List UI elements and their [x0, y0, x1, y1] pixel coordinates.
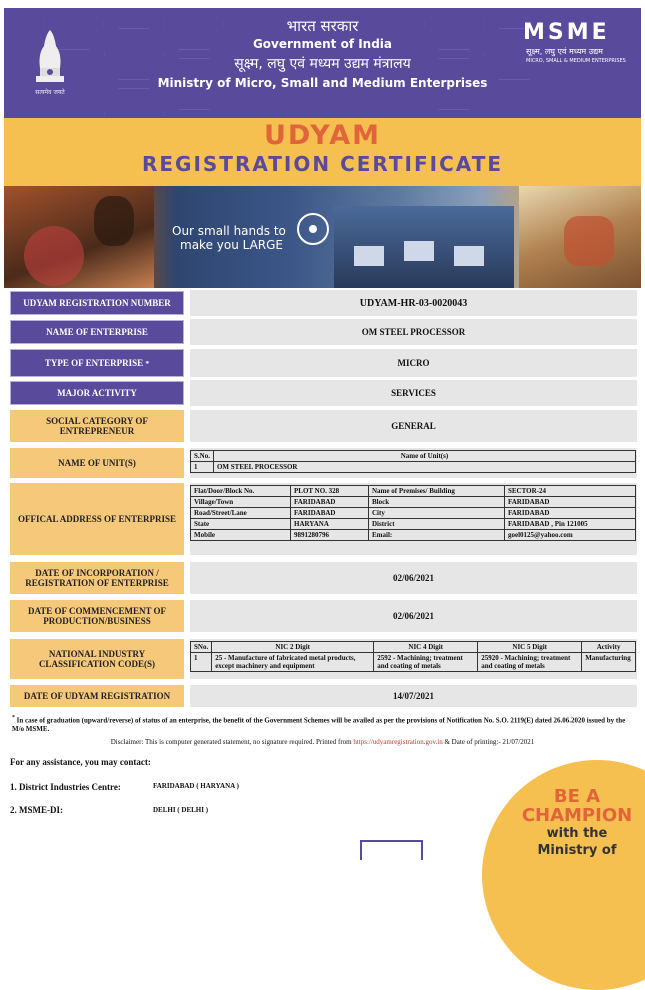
table-row: [191, 653, 636, 672]
dic-label: 1. District Industries Centre:: [10, 782, 121, 792]
tagline-line-1: Our small hands to: [172, 224, 286, 238]
dic-value: FARIDABAD ( HARYANA ): [153, 782, 239, 790]
certificate-title: REGISTRATION CERTIFICATE: [141, 152, 504, 176]
address-table: [190, 485, 636, 541]
table-row: [191, 508, 636, 519]
nic-header: SNo.: [191, 642, 212, 653]
table-row: [191, 519, 636, 530]
nic-header-row: [191, 642, 636, 653]
nic-header: NIC 5 Digit: [478, 642, 582, 653]
tagline-line-2: make you LARGE: [180, 238, 284, 252]
units-header-sno: S.No.: [191, 451, 214, 462]
address-key: State: [191, 519, 291, 530]
social-category-value: GENERAL: [190, 410, 637, 442]
udyam-title: UDYAM: [263, 120, 382, 151]
nic-5-digit: 25920 - Machining; treatment and coating of metals: [478, 653, 582, 672]
gov-title: Government of India: [252, 37, 393, 51]
udyam-portal-link[interactable]: https://udyamregistration.gov.in: [353, 738, 443, 746]
reg-no-label: UDYAM REGISTRATION NUMBER: [10, 291, 184, 315]
unit-name-label: NAME OF UNIT(S): [10, 448, 184, 478]
address-value: 9891280796: [291, 530, 369, 541]
nic-code-label: NATIONAL INDUSTRY CLASSIFICATION CODE(S): [10, 639, 184, 679]
table-row: [191, 497, 636, 508]
emblem-caption: सत्यमेव जयते: [35, 89, 65, 96]
address-value: FARIDABAD: [505, 508, 636, 519]
address-value: PLOT NO. 328: [291, 486, 369, 497]
address-value: HARYANA: [291, 519, 369, 530]
table-row: [191, 486, 636, 497]
ministry-title: Ministry of Micro, Small and Medium Enterprises: [157, 76, 488, 90]
disclaimer-suffix: & Date of printing:- 21/07/2021: [442, 738, 535, 746]
address-key: Flat/Door/Block No.: [191, 486, 291, 497]
address-key: District: [369, 519, 505, 530]
address-label: OFFICAL ADDRESS OF ENTERPRISE: [10, 483, 184, 555]
nic-header: Activity: [582, 642, 636, 653]
address-email: goel0125@yahoo.com: [505, 530, 636, 541]
enterprise-type-label-text: TYPE OF ENTERPRISE: [44, 358, 144, 368]
champion-line-3: with the: [546, 826, 608, 841]
assistance-heading: For any assistance, you may contact:: [10, 757, 151, 767]
nic-sno: 1: [191, 653, 212, 672]
nic-table: [190, 641, 636, 672]
social-category-label: SOCIAL CATEGORY OF ENTREPRENEUR: [10, 410, 184, 442]
address-key: Village/Town: [191, 497, 291, 508]
address-value: FARIDABAD: [291, 497, 369, 508]
msme-logo-hindi: सूक्ष्म, लघु एवं मध्यम उद्यम: [526, 47, 603, 56]
enterprise-type-mark: *: [145, 358, 150, 368]
udyam-date-label: DATE OF UDYAM REGISTRATION: [10, 685, 184, 707]
table-row: [191, 462, 636, 473]
address-key: Block: [369, 497, 505, 508]
ministry-hindi: सूक्ष्म, लघु एवं मध्यम उद्यम मंत्रालय: [234, 56, 411, 72]
address-value: SECTOR-24: [505, 486, 636, 497]
msme-di-label: 2. MSME-DI:: [10, 805, 63, 815]
champion-line-2: CHAMPION: [521, 805, 633, 826]
champion-line-4: Ministry of: [537, 843, 617, 858]
major-activity-value: SERVICES: [190, 380, 637, 406]
unit-name: OM STEEL PROCESSOR: [213, 462, 635, 473]
qr-code-frame: [360, 840, 423, 860]
major-activity-label: MAJOR ACTIVITY: [10, 381, 184, 405]
graduation-note: [12, 714, 637, 734]
unit-sno: 1: [191, 462, 214, 473]
address-key: City: [369, 508, 505, 519]
units-table: [190, 450, 636, 473]
incorporation-date-label: DATE OF INCORPORATION / REGISTRATION OF ENTERPRISE: [10, 562, 184, 594]
commencement-date-value: 02/06/2021: [190, 600, 637, 632]
enterprise-type-label: [10, 349, 184, 377]
champion-line-1: BE A: [553, 786, 601, 807]
address-key: Mobile: [191, 530, 291, 541]
nic-header: NIC 2 Digit: [212, 642, 374, 653]
enterprise-name-label: NAME OF ENTERPRISE: [10, 320, 184, 344]
units-header-row: [191, 451, 636, 462]
address-key: Road/Street/Lane: [191, 508, 291, 519]
hindi-title: भारत सरकार: [286, 17, 359, 35]
nic-header: NIC 4 Digit: [374, 642, 478, 653]
note-text: In case of graduation (upward/reverse) of status of an enterprise, the benefit of the Government Schemes will be availed as per the provisions of Notification No. S.O. 2119(E) dated 26.06.2020 issued by the M/o MSME.: [12, 716, 626, 734]
msme-logo-english: MICRO, SMALL & MEDIUM ENTERPRISES: [526, 58, 626, 64]
reg-no-value: UDYAM-HR-03-0020043: [190, 290, 637, 316]
msme-logo: MSME: [523, 20, 610, 45]
enterprise-name-value: OM STEEL PROCESSOR: [190, 319, 637, 345]
nic-4-digit: 2592 - Machining; treatment and coating of metals: [374, 653, 478, 672]
msme-di-value: DELHI ( DELHI ): [153, 806, 209, 814]
nic-2-digit: 25 - Manufacture of fabricated metal products, except machinery and equipment: [212, 653, 374, 672]
nic-activity: Manufacturing: [582, 653, 636, 672]
commencement-date-label: DATE OF COMMENCEMENT OF PRODUCTION/BUSINESS: [10, 600, 184, 632]
units-header-name: Name of Unit(s): [213, 451, 635, 462]
incorporation-date-value: 02/06/2021: [190, 562, 637, 594]
disclaimer: [0, 738, 645, 746]
address-value: FARIDABAD , Pin 121005: [505, 519, 636, 530]
ashoka-chakra-icon: [297, 213, 329, 245]
address-value: FARIDABAD: [505, 497, 636, 508]
table-row: [191, 530, 636, 541]
address-key: Name of Premises/ Building: [369, 486, 505, 497]
address-value: FARIDABAD: [291, 508, 369, 519]
disclaimer-prefix: Disclaimer: This is computer generated statement, no signature required. Printed from: [110, 738, 354, 746]
note-mark: *: [12, 715, 15, 721]
udyam-date-value: 14/07/2021: [190, 685, 637, 707]
address-key: Email:: [369, 530, 505, 541]
enterprise-type-value: MICRO: [190, 349, 637, 377]
